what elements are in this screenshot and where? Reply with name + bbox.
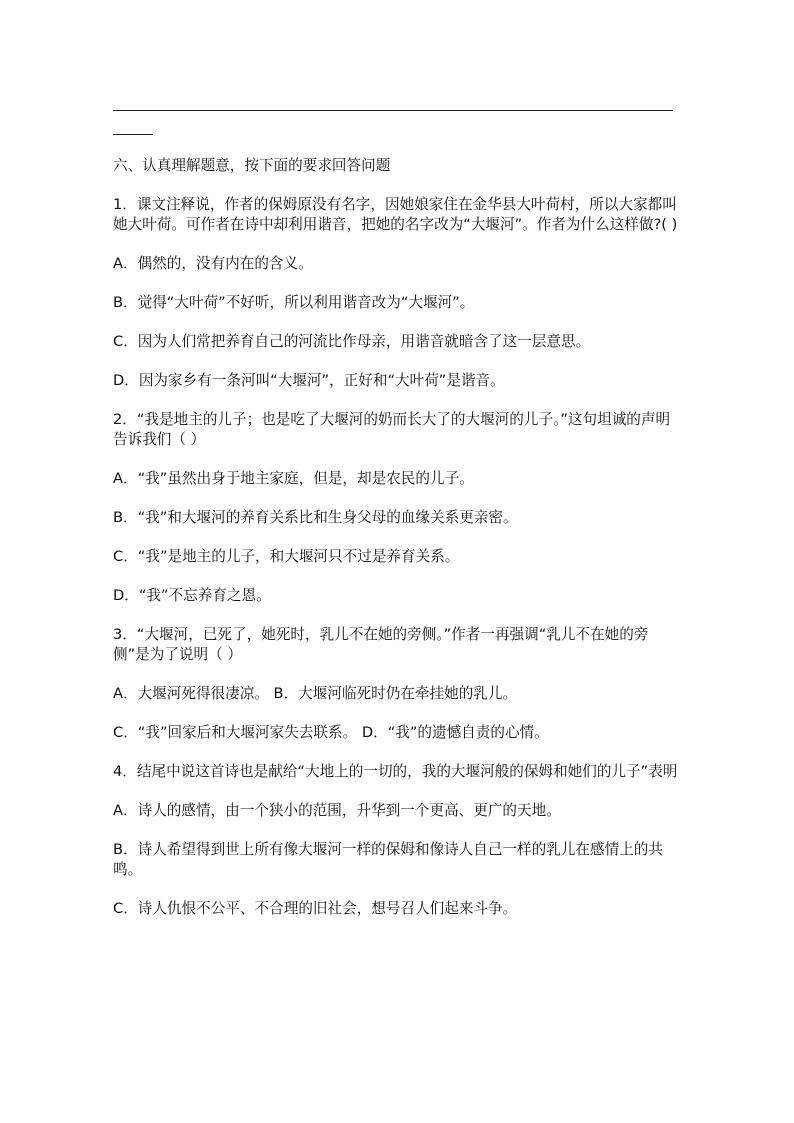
option-d: D．“我”不忘养育之恩。 <box>113 587 271 604</box>
question-stem: 2．“我是地主的儿子；也是吃了大堰河的奶而长大了的大堰河的儿子。”这句坦诚的声明告诉我们（ ） <box>113 411 671 448</box>
option-b: B．觉得“大叶荷”不好听，所以利用谐音改为“大堰河”。 <box>113 294 475 311</box>
answer-line-continuation <box>113 134 153 135</box>
option-a: A．“我”虽然出身于地主家庭，但是，却是农民的儿子。 <box>113 470 474 487</box>
question-stem: 1．课文注释说，作者的保姆原没有名字，因她娘家住在金华县大叶荷村，所以大家都叫她大叶荷。可作者在诗中却利用谐音，把她的名字改为“大堰河”。作者为什么这样做?( ) <box>113 196 678 233</box>
options-cd: C．“我”回家后和大堰河家失去联系。 D．“我”的遗憾自责的心情。 <box>113 724 549 741</box>
question-4 <box>113 762 681 919</box>
option-c: C．“我”是地主的儿子，和大堰河只不过是养育关系。 <box>113 548 460 565</box>
question-3 <box>113 625 681 743</box>
question-stem: 4．结尾中说这首诗也是献给“大地上的一切的，我的大堰河般的保姆和她们的儿子”表明 <box>113 763 678 780</box>
option-a: A．诗人的感情，由一个狭小的范围，升华到一个更高、更广的天地。 <box>113 802 561 819</box>
option-d: D．因为家乡有一条河叫“大堰河”，正好和“大叶荷”是谐音。 <box>113 372 505 389</box>
option-b: B．“我”和大堰河的养育关系比和生身父母的血缘关系更亲密。 <box>113 509 518 526</box>
question-stem: 3．“大堰河，已死了，她死时，乳儿不在她的旁侧。”作者一再强调“乳儿不在她的旁侧”是为了说明（ ） <box>113 626 649 663</box>
section-title: 六、认真理解题意，按下面的要求回答问题 <box>113 157 391 174</box>
question-2 <box>113 410 681 606</box>
answer-line <box>113 110 673 111</box>
options-ab: A．大堰河死得很凄凉。 B．大堰河临死时仍在牵挂她的乳儿。 <box>113 685 518 702</box>
option-b: B．诗人希望得到世上所有像大堰河一样的保姆和像诗人自己一样的乳儿在感情上的共鸣。 <box>113 841 663 878</box>
question-1 <box>113 195 681 391</box>
option-c: C．因为人们常把养育自己的河流比作母亲，用谐音就暗含了这一层意思。 <box>113 333 591 350</box>
option-c: C．诗人仇恨不公平、不合理的旧社会，想号召人们起来斗争。 <box>113 900 518 917</box>
question-section <box>113 156 681 938</box>
option-a: A．偶然的，没有内在的含义。 <box>113 255 313 272</box>
